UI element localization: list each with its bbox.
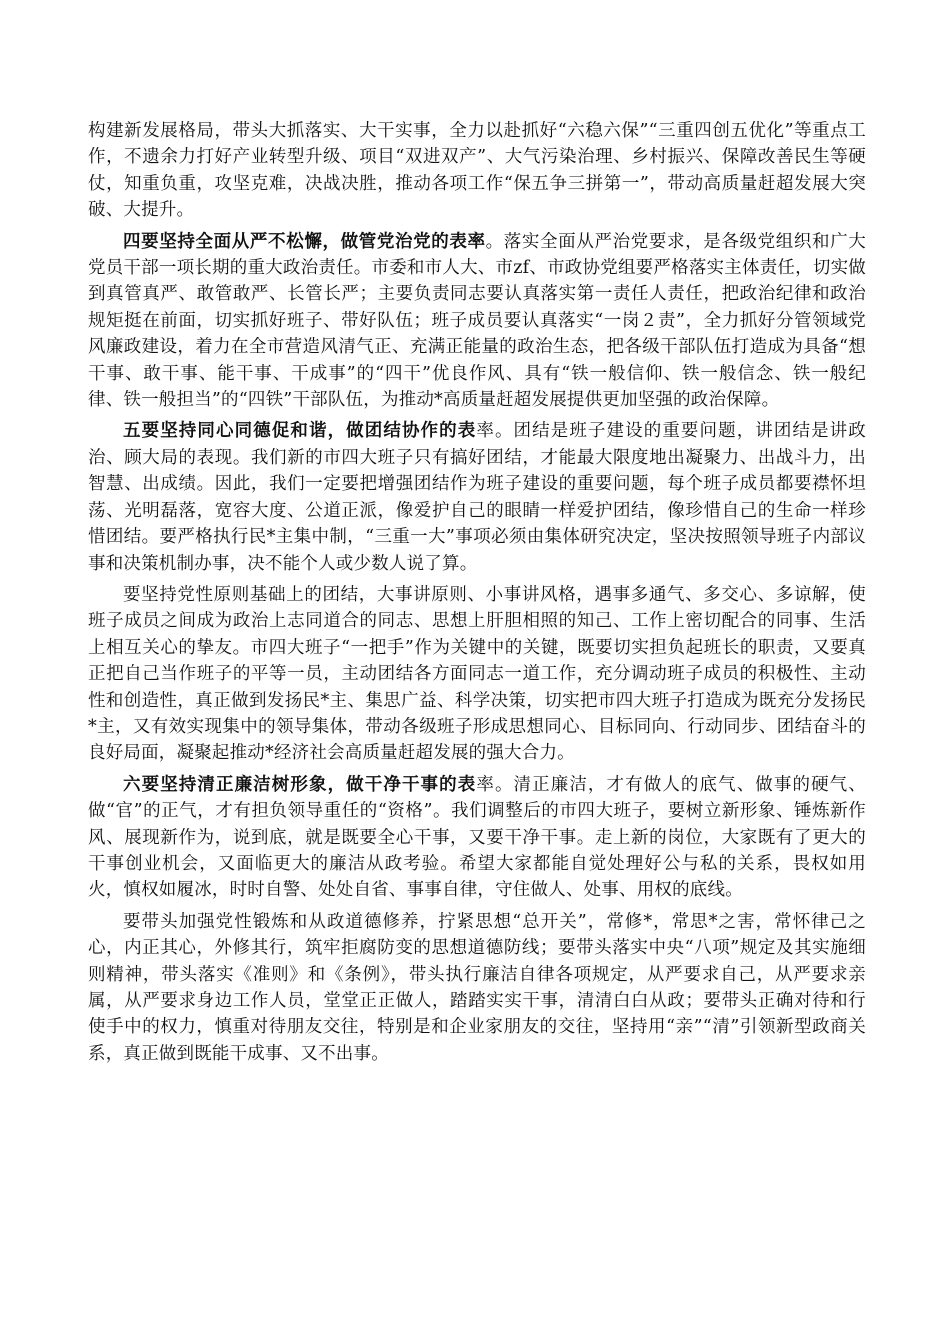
paragraph-body: 构建新发展格局，带头大抓落实、大干实事，全力以赴抓好“六稳六保”“三重四创五优化”等重点工作，不遗余力打好产业转型升级、项目“双进双产”、大气污染治理、乡村振兴、保障改善民生等硬仗，知重负重，攻坚克难，决战决胜，推动各项工作“保五争三拼第一”，带动高质量赶超发展大突破、大提升。 [88,121,866,221]
paragraph-body: 率。团结是班子建设的重要问题，讲团结是讲政治、顾大局的表现。我们新的市四大班子只有搞好团结，才能最大限度地出凝聚力、出战斗力，出智慧、出成绩。因此，我们一定要把增强团结作为班子建设的重要问题，每个班子成员都要襟怀坦荡、光明磊落，宽容大度、公道正派，像爱护自己的眼睛一样爱护团结，像珍惜自己的生命一样珍惜团结。要严格执行民*主集中制，“三重一大”事项必须由集体研究决定，坚决按照领导班子内部议事和决策机制办事，决不能个人或少数人说了算。 [88,421,866,574]
paragraph-body: 率。清正廉洁，才有做人的底气、做事的硬气、做“官”的正气，才有担负领导重任的“资格”。我们调整后的市四大班子，要树立新形象、锤炼新作风、展现新作为，说到底，就是既要全心干事，又要干净干事。走上新的岗位，大家既有了更大的干事创业机会，又面临更大的廉洁从政考验。希望大家都能自觉处理好公与私的关系，畏权如用火，慎权如履冰，时时自警、处处自省、事事自律，守住做人、处事、用权的底线。 [88,774,866,901]
paragraph-1 [88,118,866,224]
paragraph-body: 。落实全面从严治党要求，是各级党组织和广大党员干部一项长期的重大政治责任。市委和市人大、市zf、市政协党组要严格落实主体责任，切实做到真管真严、敢管敢严、长管长严；主要负责同志要认真落实第一责任人责任，把政治纪律和政治规矩挺在前面，切实抓好班子、带好队伍；班子成员要认真落实“一岗２责”，全力抓好分管领域党风廉政建设，着力在全市营造风清气正、充满正能量的政治生态，把各级干部队伍打造成为具备“想干事、敢干事、能干事、干成事”的“四干”优良作风、具有“铁一般信仰、铁一般信念、铁一般纪律、铁一般担当”的“四铁”干部队伍，为推动*高质量赶超发展提供更加坚强的政治保障。 [88,231,867,411]
paragraph-4 [88,582,866,767]
paragraph-5 [88,772,866,904]
paragraph-6 [88,909,866,1067]
paragraph-lead: 六要坚持清正廉洁树形象，做干净干事的表 [123,774,477,795]
paragraph-lead: 五要坚持同心同德促和谐，做团结协作的表 [123,421,477,442]
paragraph-body: 要坚持党性原则基础上的团结，大事讲原则、小事讲风格，遇事多通气、多交心、多谅解，使班子成员之间成为政治上志同道合的同志、思想上肝胆相照的知己、工作上密切配合的同事、生活上相互关心的挚友。市四大班子“一把手”作为关键中的关键，既要切实担负起班长的职责，又要真正把自己当作班子的平等一员，主动团结各方面同志一道工作，充分调动班子成员的积极性、主动性和创造性，真正做到发扬民*主、集思广益、科学决策，切实把市四大班子打造成为既充分发扬民*主，又有效实现集中的领导集体，带动各级班子形成思想同心、目标同向、行动同步、团结奋斗的良好局面，凝聚起推动*经济社会高质量赶超发展的强大合力。 [88,584,866,764]
paragraph-body: 要带头加强党性锻炼和从政道德修养，拧紧思想“总开关”，常修*，常思*之害，常怀律己之心，内正其心，外修其行，筑牢拒腐防变的思想道德防线；要带头落实中央“八项”规定及其实施细则精神，带头落实《准则》和《条例》，带头执行廉洁自律各项规定，从严要求自己，从严要求亲属，从严要求身边工作人员，堂堂正正做人，踏踏实实干事，清清白白从政；要带头正确对待和行使手中的权力，慎重对待朋友交往，特别是和企业家朋友的交往，坚持用“亲”“清”引领新型政商关系，真正做到既能干成事、又不出事。 [88,911,866,1064]
paragraph-3 [88,418,866,576]
document-page [88,118,866,1072]
paragraph-lead: 四要坚持全面从严不松懈，做管党治党的表率 [123,231,486,252]
paragraph-2 [88,229,866,414]
